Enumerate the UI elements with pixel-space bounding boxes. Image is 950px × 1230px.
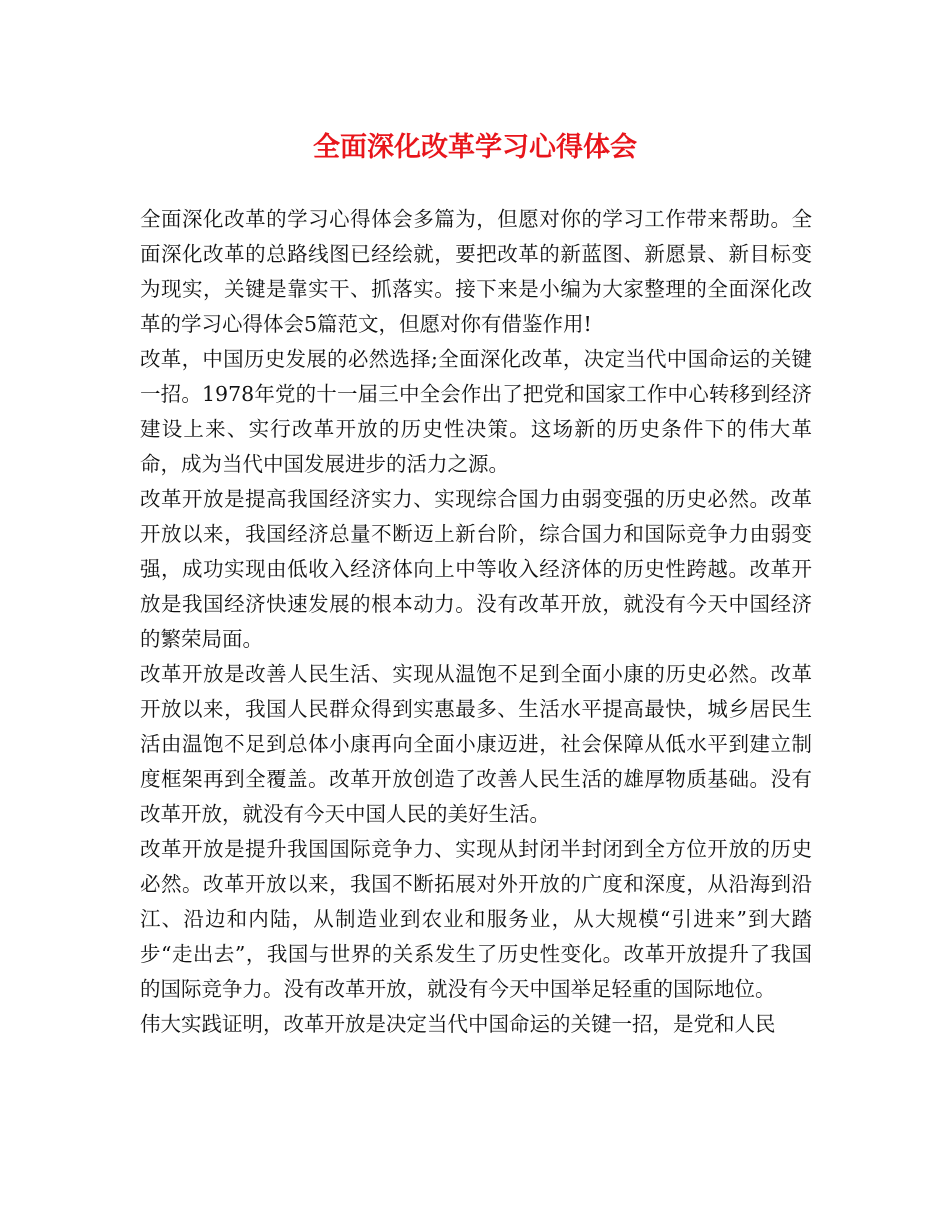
paragraph-people-life: 改革开放是改善人民生活、实现从温饱不足到全面小康的历史必然。改革开放以来，我国人民群众得到实惠最多、生活水平提高最快，城乡居民生活由温饱不足到总体小康再向全面小康迈进，社会保障从低水平到建立制度框架再到全覆盖。改革开放创造了改善人民生活的雄厚物质基础。没有改革开放，就没有今天中国人民的美好生活。 — [140, 662, 812, 826]
document-body — [140, 202, 812, 1042]
paragraph-intro: 全面深化改革的学习心得体会多篇为，但愿对你的学习工作带来帮助。全面深化改革的总路线图已经绘就，要把改革的新蓝图、新愿景、新目标变为现实，关键是靠实干、抓落实。接下来是小编为大家整理的全面深化改革的学习心得体会5篇范文，但愿对你有借鉴作用! — [140, 207, 812, 336]
paragraph-practice-proves: 伟大实践证明，改革开放是决定当代中国命运的关键一招，是党和人民 — [140, 1012, 776, 1036]
document-title: 全面深化改革学习心得体会 — [313, 132, 637, 163]
paragraph-economic-strength: 改革开放是提高我国经济实力、实现综合国力由弱变强的历史必然。改革开放以来，我国经济总量不断迈上新台阶，综合国力和国际竞争力由弱变强，成功实现由低收入经济体向上中等收入经济体的历史性跨越。改革开放是我国经济快速发展的根本动力。没有改革开放，就没有今天中国经济的繁荣局面。 — [140, 487, 812, 651]
paragraph-reform-choice: 改革，中国历史发展的必然选择;全面深化改革，决定当代中国命运的关键一招。1978年党的十一届三中全会作出了把党和国家工作中心转移到经济建设上来、实行改革开放的历史性决策。这场新的历史条件下的伟大革命，成为当代中国发展进步的活力之源。 — [140, 347, 812, 476]
paragraph-international-competitiveness: 改革开放是提升我国国际竞争力、实现从封闭半封闭到全方位开放的历史必然。改革开放以来，我国不断拓展对外开放的广度和深度，从沿海到沿江、沿边和内陆，从制造业到农业和服务业，从大规模“引进来”到大踏步“走出去”，我国与世界的关系发生了历史性变化。改革开放提升了我国的国际竞争力。没有改革开放，就没有今天中国举足轻重的国际地位。 — [140, 837, 812, 1001]
